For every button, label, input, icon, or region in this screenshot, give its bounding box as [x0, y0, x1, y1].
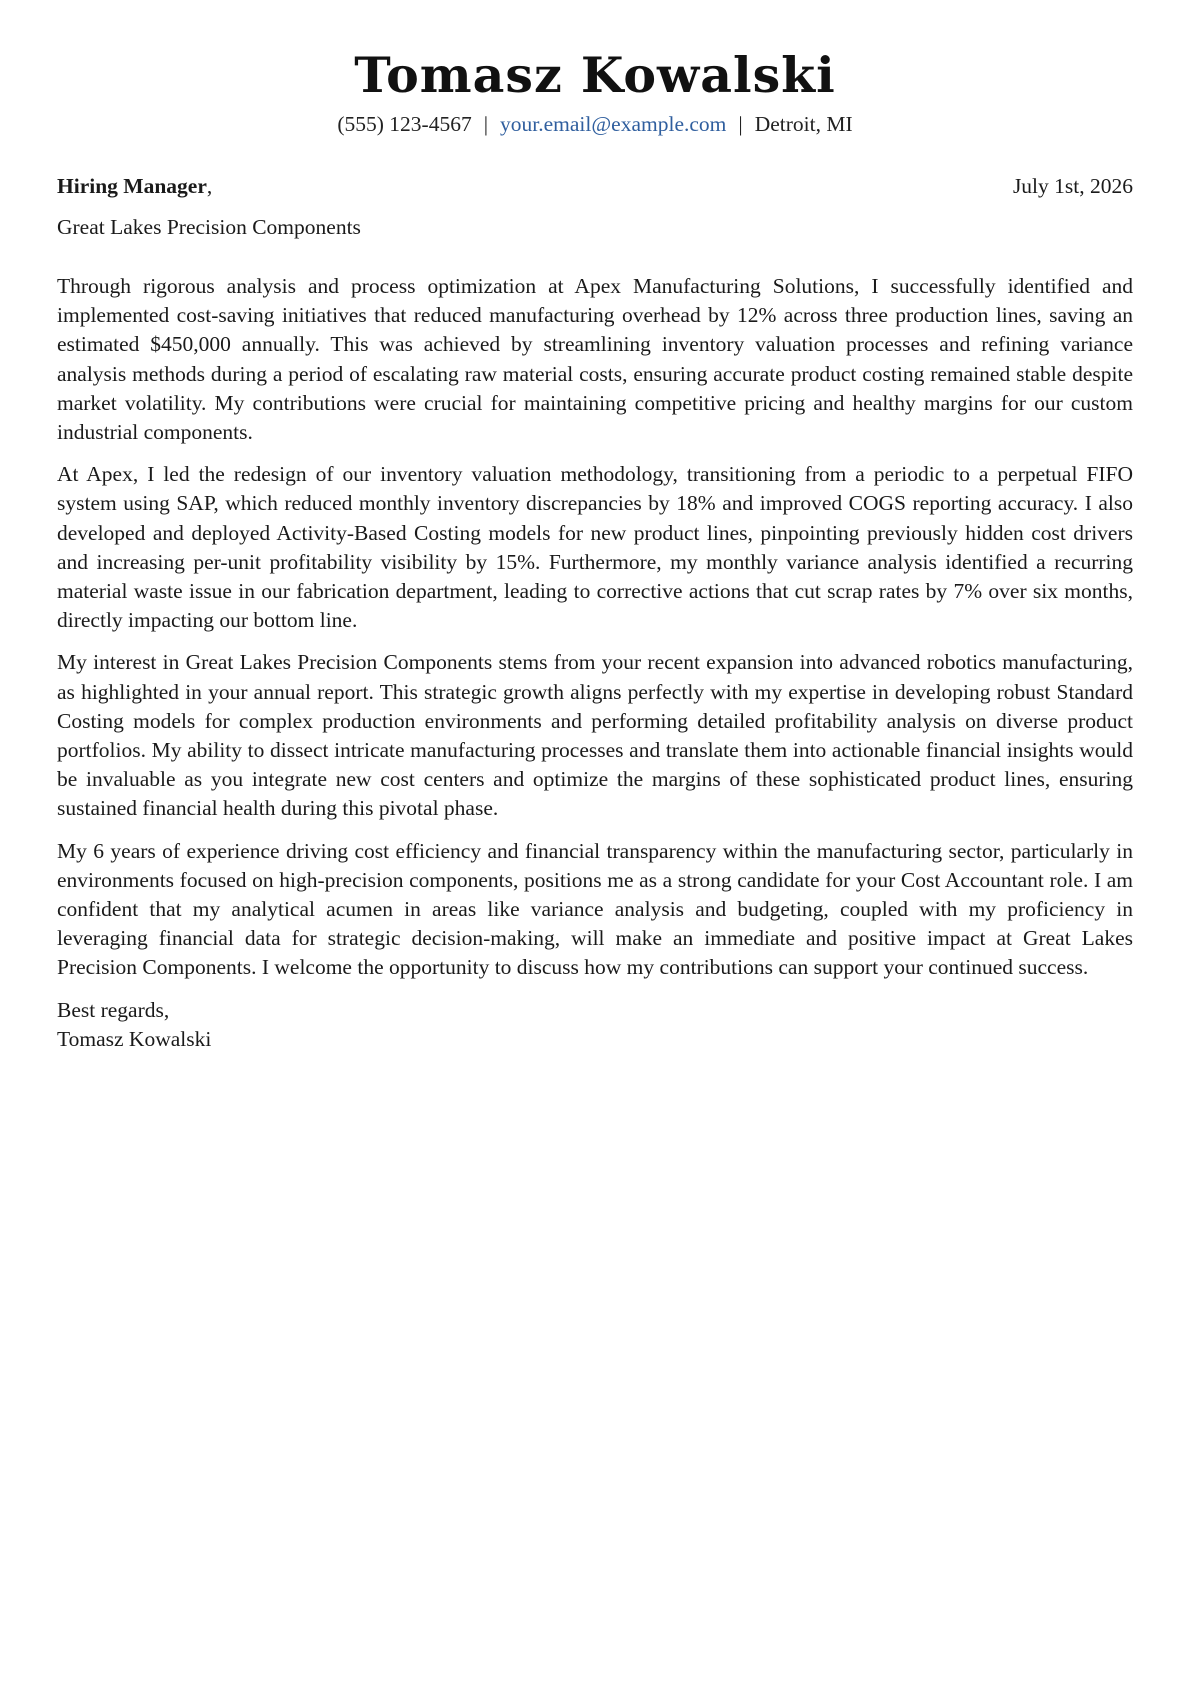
recipient-company: Great Lakes Precision Components [57, 215, 361, 239]
location: Detroit, MI [754, 112, 853, 136]
body-paragraph: My interest in Great Lakes Precision Components stems from your recent expansion into advanced robotics manufacturing, as highlighted in your annual report. This strategic growth aligns perfectly with my expertise in developing robust Standard Costing models for complex production environments and performing detailed profitability analysis on diverse product portfolios. My ability to dissect intricate manufacturing processes and translate them into actionable financial insights would be invaluable as you integrate new cost centers and optimize the margins of these sophisticated product lines, ensuring sustained financial health during this pivotal phase. [57, 650, 1133, 821]
phone-number: (555) 123-4567 [337, 112, 472, 136]
applicant-name: Tomasz Kowalski [354, 46, 836, 104]
recipient-greeting [57, 172, 212, 200]
email-link[interactable]: your.email@example.com [500, 112, 727, 136]
closing-signature: Tomasz Kowalski [57, 1026, 212, 1051]
closing-block [57, 996, 1133, 1054]
contact-line [57, 110, 1133, 138]
contact-separator: | [483, 112, 489, 136]
letter-date: July 1st, 2026 [1012, 174, 1133, 198]
letter-body [57, 272, 1133, 983]
recipient-comma: , [206, 174, 213, 198]
recipient-row [57, 172, 1133, 200]
contact-separator: | [738, 112, 743, 136]
closing-salutation: Best regards, [57, 997, 170, 1022]
body-paragraph: At Apex, I led the redesign of our inventory valuation methodology, transitioning from a periodic to a perpetual FIFO system using SAP, which reduced monthly inventory discrepancies by 18% and improved COGS reporting accuracy. I also developed and deployed Activity-Based Costing models for new product lines, pinpointing previously hidden cost drivers and increasing per-unit profitability visibility by 15%. Furthermore, my monthly variance analysis identified a recurring material waste issue in our fabrication department, leading to corrective actions that cut scrap rates by 7% over six months, directly impacting our bottom line. [57, 462, 1133, 633]
body-paragraph: My 6 years of experience driving cost efficiency and financial transparency within the manufacturing sector, particularly in environments focused on high-precision components, positions me as a strong candidate for your Cost Accountant role. I am confident that my analytical acumen in areas like variance analysis and budgeting, coupled with my proficiency in leveraging financial data for strategic decision-making, will make an immediate and positive impact at Great Lakes Precision Components. I welcome the opportunity to discuss how my contributions can support your continued success. [57, 838, 1133, 980]
body-paragraph: Through rigorous analysis and process optimization at Apex Manufacturing Solutions, I successfully identified and implemented cost-saving initiatives that reduced manufacturing overhead by 12% across three production lines, saving an estimated $450,000 annually. This was achieved by streamlining inventory valuation processes and refining variance analysis methods during a period of escalating raw material costs, ensuring accurate product costing remained stable despite market volatility. My contributions were crucial for maintaining competitive pricing and healthy margins for our custom industrial components. [57, 274, 1133, 445]
recipient-name: Hiring Manager [57, 174, 207, 198]
